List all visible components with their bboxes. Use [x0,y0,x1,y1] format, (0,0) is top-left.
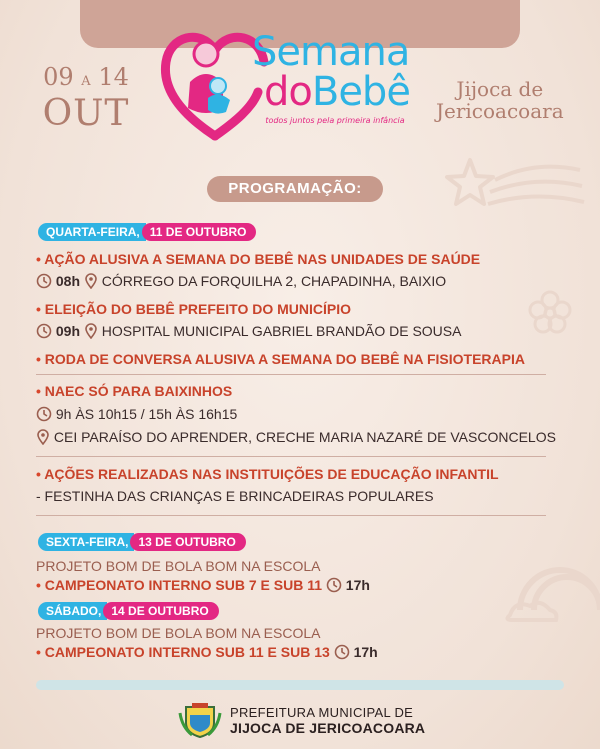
weekday-label: SEXTA-FEIRA, [38,533,134,551]
logo-title-do: do [264,69,312,115]
date-sep: A [81,74,91,89]
divider [36,456,546,457]
logo-title-do-bebe [264,69,410,115]
clock-icon [36,323,52,339]
footer-line1: PREFEITURA MUNICIPAL DE [230,704,414,720]
location-pin-icon [84,323,98,339]
clock-icon [326,577,342,593]
date-end: 14 [98,63,129,91]
event-time: 17h [353,644,378,660]
event-place: HOSPITAL MUNICIPAL GABRIEL BRANDÃO DE SOUSA [101,323,462,339]
weekday-label: QUARTA-FEIRA, [38,223,146,241]
event-time: 9h ÀS 10h15 / 15h ÀS 16h15 [55,406,238,422]
logo-title-bebe: Bebê [311,69,410,115]
date-label: 13 DE OUTUBRO [130,533,245,551]
programacao-heading: PROGRAMAÇÃO: [207,176,383,202]
city-line1: Jijoca de [456,77,544,101]
location-pin-icon [36,429,50,445]
city-name [436,78,564,122]
day-header-saturday [38,602,219,620]
event-time: 09h [55,323,81,339]
date-range [36,64,136,133]
event-place: CEI PARAÍSO DO APRENDER, CRECHE MARIA NAZARÉ DE VASCONCELOS [53,429,556,445]
date-label: 14 DE OUTUBRO [103,602,218,620]
event-subitem: - FESTINHA DAS CRIANÇAS E BRINCADEIRAS POPULARES [36,488,434,504]
event-place: CÓRREGO DA FORQUILHA 2, CHAPADINHA, BAIXIO [101,273,447,289]
project-name: PROJETO BOM DE BOLA BOM NA ESCOLA [36,558,321,574]
day-header-wednesday [38,223,256,241]
event-title: • NAEC SÓ PARA BAIXINHOS [36,383,233,399]
event-title: • CAMPEONATO INTERNO SUB 11 E SUB 13 17h [36,644,378,660]
day-header-friday [38,533,246,551]
project-name: PROJETO BOM DE BOLA BOM NA ESCOLA [36,625,321,641]
event-title: • CAMPEONATO INTERNO SUB 7 E SUB 11 17h [36,577,370,593]
footer-line2: JIJOCA DE JERICOACOARA [230,719,426,736]
event-details [36,272,446,290]
footer [178,700,425,740]
date-month: OUT [42,93,130,134]
divider [36,515,546,516]
clock-icon [36,273,52,289]
logo-title-semana: Semana [252,29,410,75]
footer-band [36,680,564,690]
event-place-row [36,428,556,446]
event-time: 08h [55,273,81,289]
event-title: • RODA DE CONVERSA ALUSIVA A SEMANA DO BEBÊ NA FISIOTERAPIA [36,351,525,367]
event-details [36,322,461,340]
clock-icon [36,406,52,422]
event-title: • AÇÕES REALIZADAS NAS INSTITUIÇÕES DE EDUCAÇÃO INFANTIL [36,466,499,482]
rainbow-icon [500,520,600,630]
clock-icon [334,644,350,660]
flower-icon [528,290,572,334]
divider [36,374,546,375]
weekday-label: SÁBADO, [38,602,107,620]
date-start: 09 [43,63,74,91]
semana-do-bebe-logo [160,18,420,158]
event-time-row [36,405,237,423]
municipal-coat-of-arms-icon [178,701,222,739]
city-line2: Jericoacoara [436,99,564,123]
logo-tagline: todos juntos pela primeira infância [265,116,405,125]
event-time: 17h [345,577,370,593]
shooting-star-icon [440,150,590,230]
event-title: • AÇÃO ALUSIVA A SEMANA DO BEBÊ NAS UNIDADES DE SAÚDE [36,251,481,267]
event-title: • ELEIÇÃO DO BEBÊ PREFEITO DO MUNICÍPIO [36,301,352,317]
date-label: 11 DE OUTUBRO [142,223,257,241]
location-pin-icon [84,273,98,289]
